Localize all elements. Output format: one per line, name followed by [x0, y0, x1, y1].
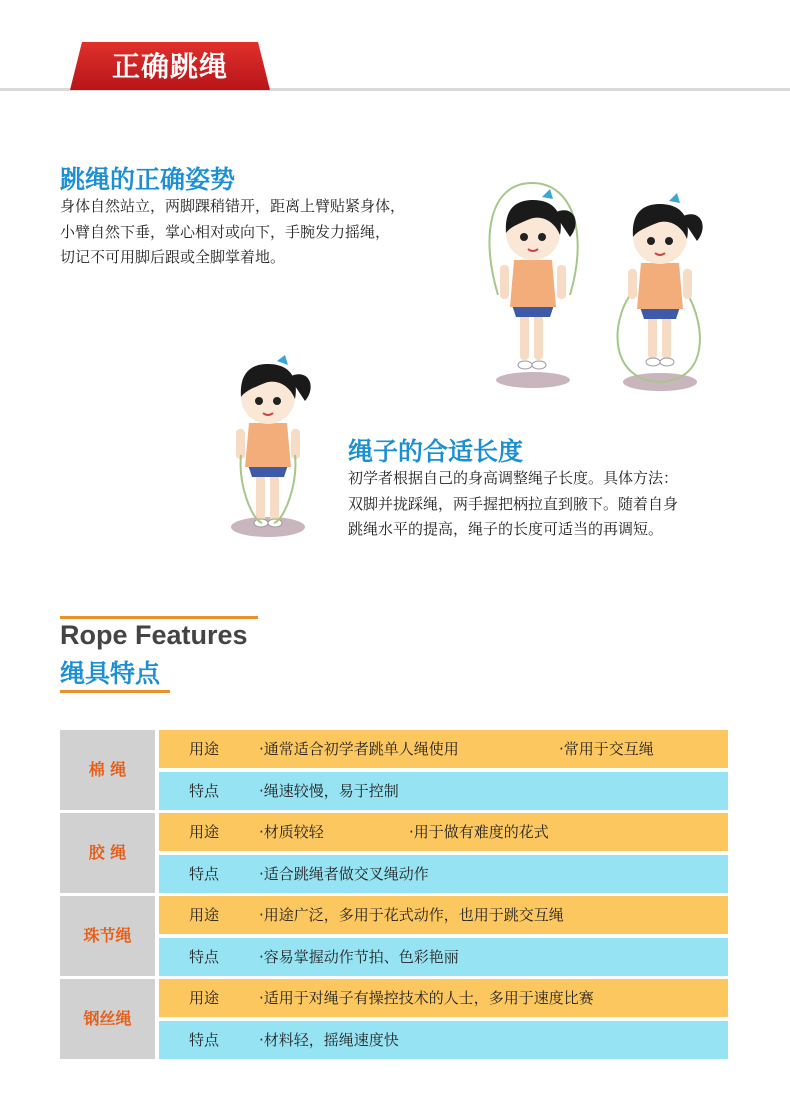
rope-type-cell: 胶 绳	[60, 813, 155, 893]
use-item: ·材质较轻	[259, 823, 324, 841]
length-line: 跳绳水平的提高，绳子的长度可适当的再调短。	[348, 520, 664, 538]
features-title-en: Rope Features	[60, 620, 248, 650]
feature-item: ·绳速较慢，易于控制	[259, 782, 399, 800]
features-top-rule	[60, 616, 258, 619]
length-line: 双脚并拢踩绳，两手握把柄拉直到腋下。随着自身	[348, 494, 679, 513]
use-row	[159, 813, 728, 851]
features-table	[60, 730, 728, 1062]
posture-line: 小臂自然下垂，掌心相对或向下，手腕发力摇绳，	[60, 222, 391, 241]
posture-line: 切记不可用脚后跟或全脚掌着地。	[60, 248, 286, 266]
standing-girl-illustration	[222, 355, 322, 545]
rope-type-cell: 珠节绳	[60, 896, 155, 976]
use-label: 用途	[189, 989, 220, 1007]
feature-label: 特点	[189, 1031, 220, 1049]
rope-type-cell: 钢丝绳	[60, 979, 155, 1059]
page-title: 正确跳绳	[111, 50, 228, 83]
use-row	[159, 979, 728, 1017]
use-item: ·用于做有难度的花式	[409, 823, 549, 841]
jumping-girls-illustration	[470, 175, 710, 400]
use-item: ·通常适合初学者跳单人绳使用	[259, 740, 459, 758]
length-text	[348, 466, 678, 543]
feature-item: ·适合跳绳者做交叉绳动作	[259, 865, 429, 883]
girl-figure	[489, 183, 577, 388]
use-item: ·用途广泛，多用于花式动作，也用于跳交互绳	[259, 906, 564, 924]
posture-text	[60, 194, 405, 271]
posture-heading: 跳绳的正确姿势	[60, 165, 236, 194]
posture-line: 身体自然站立，两脚踝稍错开，距离上臂贴紧身体，	[60, 197, 406, 215]
use-row	[159, 896, 728, 934]
use-item: ·适用于对绳子有操控技术的人士，多用于速度比赛	[259, 989, 594, 1007]
feature-label: 特点	[189, 782, 220, 800]
title-banner	[70, 42, 270, 90]
table-group	[60, 730, 728, 813]
feature-row	[159, 855, 728, 893]
table-group	[60, 813, 728, 896]
use-label: 用途	[189, 823, 220, 841]
length-heading: 绳子的合适长度	[348, 437, 524, 466]
feature-label: 特点	[189, 948, 220, 966]
girl-figure	[618, 193, 703, 391]
table-group	[60, 979, 728, 1062]
use-label: 用途	[189, 740, 220, 758]
use-row	[159, 730, 728, 768]
feature-row	[159, 938, 728, 976]
rope-type-cell: 棉 绳	[60, 730, 155, 810]
features-title-cn: 绳具特点	[60, 659, 161, 688]
feature-label: 特点	[189, 865, 220, 883]
features-bottom-rule	[60, 690, 170, 693]
use-item: ·常用于交互绳	[559, 740, 654, 758]
length-line: 初学者根据自己的身高调整绳子长度。具体方法：	[348, 469, 679, 487]
feature-row	[159, 772, 728, 810]
feature-row	[159, 1021, 728, 1059]
feature-item: ·材料轻，摇绳速度快	[259, 1031, 399, 1049]
feature-item: ·容易掌握动作节拍、色彩艳丽	[259, 948, 459, 966]
use-label: 用途	[189, 906, 220, 924]
table-group	[60, 896, 728, 979]
